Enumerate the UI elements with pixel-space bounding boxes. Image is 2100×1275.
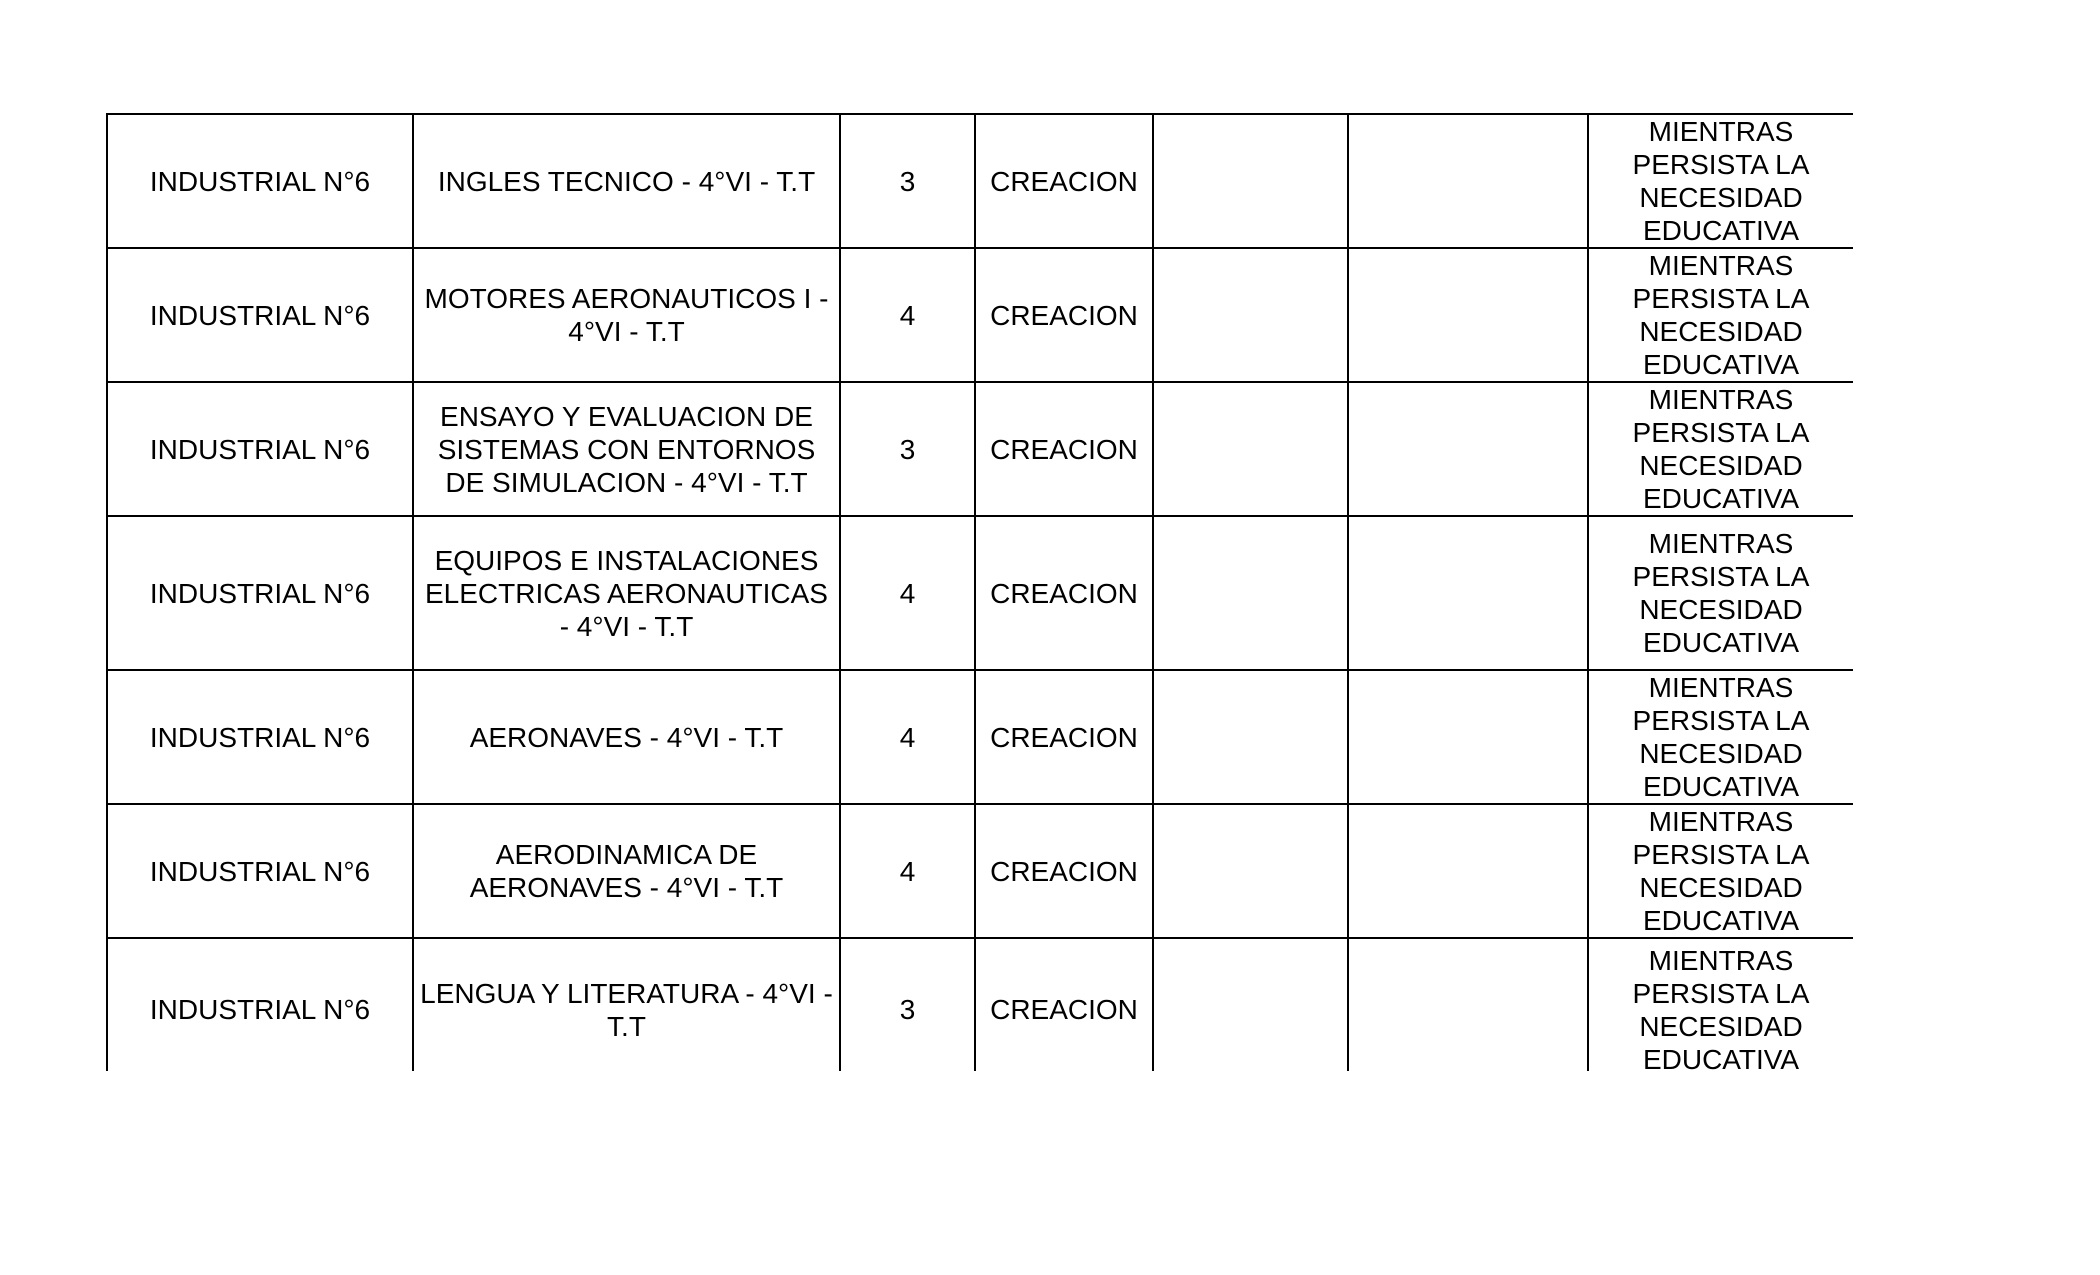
table-row bbox=[107, 114, 1853, 248]
hours-cell: 4 bbox=[840, 670, 975, 804]
validity-cell: MIENTRAS PERSISTA LA NECESIDAD EDUCATIVA bbox=[1588, 804, 1853, 938]
type-cell: CREACION bbox=[975, 670, 1153, 804]
school-cell: INDUSTRIAL N°6 bbox=[107, 114, 413, 248]
empty-cell bbox=[1348, 670, 1588, 804]
empty-cell bbox=[1153, 114, 1348, 248]
hours-cell: 3 bbox=[840, 382, 975, 516]
empty-cell bbox=[1153, 670, 1348, 804]
empty-cell bbox=[1348, 248, 1588, 382]
hours-cell: 3 bbox=[840, 114, 975, 248]
school-cell: INDUSTRIAL N°6 bbox=[107, 670, 413, 804]
table-row bbox=[107, 248, 1853, 382]
school-cell: INDUSTRIAL N°6 bbox=[107, 248, 413, 382]
validity-cell: MIENTRAS PERSISTA LA NECESIDAD EDUCATIVA bbox=[1588, 114, 1853, 248]
subject-cell: INGLES TECNICO - 4°VI - T.T bbox=[413, 114, 840, 248]
empty-cell bbox=[1348, 516, 1588, 670]
subject-cell: AERONAVES - 4°VI - T.T bbox=[413, 670, 840, 804]
validity-cell: MIENTRAS PERSISTA LA NECESIDAD EDUCATIVA bbox=[1588, 248, 1853, 382]
validity-cell: MIENTRAS PERSISTA LA NECESIDAD EDUCATIVA bbox=[1588, 382, 1853, 516]
school-cell: INDUSTRIAL N°6 bbox=[107, 382, 413, 516]
validity-cell: MIENTRAS PERSISTA LA NECESIDAD EDUCATIVA bbox=[1588, 516, 1853, 670]
empty-cell bbox=[1153, 938, 1348, 1071]
table-row bbox=[107, 938, 1853, 1071]
hours-cell: 3 bbox=[840, 938, 975, 1071]
table-row bbox=[107, 670, 1853, 804]
empty-cell bbox=[1153, 248, 1348, 382]
empty-cell bbox=[1153, 516, 1348, 670]
hours-cell: 4 bbox=[840, 804, 975, 938]
table-row bbox=[107, 382, 1853, 516]
subject-cell: AERODINAMICA DE AERONAVES - 4°VI - T.T bbox=[413, 804, 840, 938]
school-cell: INDUSTRIAL N°6 bbox=[107, 804, 413, 938]
validity-cell: MIENTRAS PERSISTA LA NECESIDAD EDUCATIVA bbox=[1588, 670, 1853, 804]
subject-cell: MOTORES AERONAUTICOS I - 4°VI - T.T bbox=[413, 248, 840, 382]
hours-cell: 4 bbox=[840, 516, 975, 670]
empty-cell bbox=[1348, 804, 1588, 938]
assignments-table bbox=[106, 113, 1853, 1071]
type-cell: CREACION bbox=[975, 516, 1153, 670]
hours-cell: 4 bbox=[840, 248, 975, 382]
subject-cell: ENSAYO Y EVALUACION DE SISTEMAS CON ENTORNOS DE SIMULACION - 4°VI - T.T bbox=[413, 382, 840, 516]
empty-cell bbox=[1348, 114, 1588, 248]
empty-cell bbox=[1153, 804, 1348, 938]
empty-cell bbox=[1348, 382, 1588, 516]
school-cell: INDUSTRIAL N°6 bbox=[107, 516, 413, 670]
spreadsheet-page bbox=[106, 113, 1853, 1071]
empty-cell bbox=[1348, 938, 1588, 1071]
type-cell: CREACION bbox=[975, 114, 1153, 248]
empty-cell bbox=[1153, 382, 1348, 516]
table-row bbox=[107, 516, 1853, 670]
type-cell: CREACION bbox=[975, 382, 1153, 516]
table-row bbox=[107, 804, 1853, 938]
subject-cell: EQUIPOS E INSTALACIONES ELECTRICAS AERONAUTICAS - 4°VI - T.T bbox=[413, 516, 840, 670]
school-cell: INDUSTRIAL N°6 bbox=[107, 938, 413, 1071]
type-cell: CREACION bbox=[975, 804, 1153, 938]
validity-cell: MIENTRAS PERSISTA LA NECESIDAD EDUCATIVA bbox=[1588, 938, 1853, 1071]
subject-cell: LENGUA Y LITERATURA - 4°VI - T.T bbox=[413, 938, 840, 1071]
type-cell: CREACION bbox=[975, 938, 1153, 1071]
type-cell: CREACION bbox=[975, 248, 1153, 382]
